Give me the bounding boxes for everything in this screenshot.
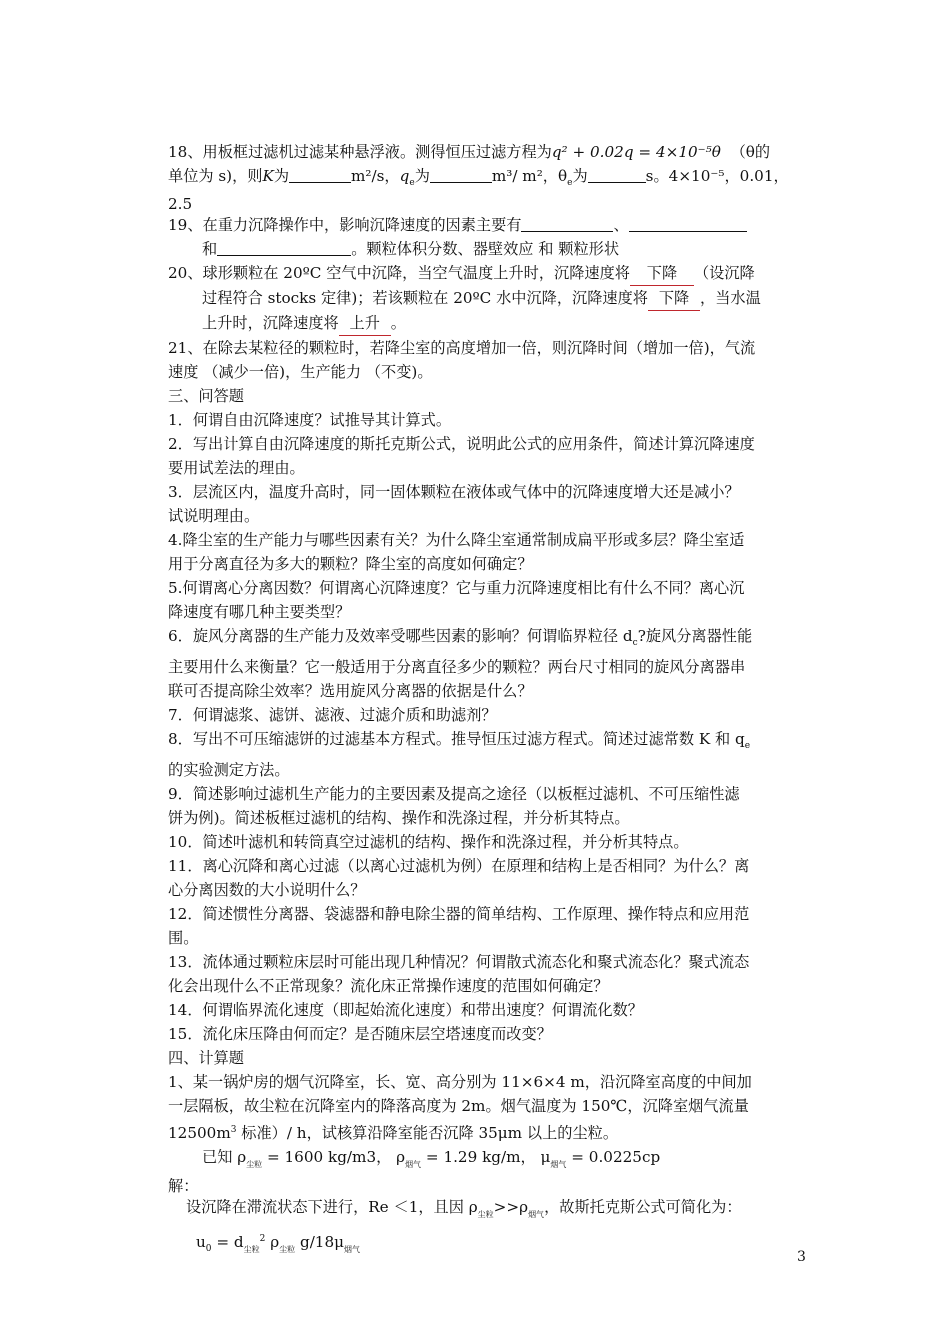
s3-line: 1．何谓自由沉降速度？试推导其计算式。: [168, 411, 452, 429]
s3-line: 心分离因数的大小说明什么？: [168, 881, 366, 899]
s3-line: 降速度有哪几种主要类型？: [168, 603, 351, 621]
s3-line: 4.降尘室的生产能力与哪些因素有关？为什么降尘室通常制成扁平形或多层？降尘室适: [168, 531, 745, 549]
q20-answer-1: 下降: [630, 261, 694, 286]
s3-line: 的实验测定方法。: [168, 761, 290, 779]
q19-blank-2: [629, 215, 747, 232]
q21-line2: 速度 （减少一倍)，生产能力 （不变)。: [168, 363, 433, 381]
q19-blank-3: [217, 239, 351, 256]
q18-blank-k: [289, 166, 351, 183]
document-body: [168, 140, 808, 1262]
s3-line: 10．简述叶滤机和转筒真空过滤机的结构、操作和洗涤过程，并分析其特点。: [168, 833, 689, 851]
q18-equation: q² + 0.02q = 4×10⁻⁵θ: [551, 143, 721, 161]
q18-line2: 单位为 s)，则K为 m²/s，$q_e$为 m³/ m²，$\theta_e$为 s。4×10⁻⁵，0.01，: [168, 167, 789, 188]
section3-heading: 三、问答题: [168, 387, 244, 405]
s4-solution-label: 解：: [168, 1177, 199, 1195]
page-number: 3: [797, 1249, 806, 1265]
s3-line: 15．流化床压降由何而定？是否随床层空塔速度而改变？: [168, 1025, 552, 1043]
s3-line: 主要用什么来衡量？它一般适用于分离直径多少的颗粒？两台尺寸相同的旋风分离器串: [168, 658, 746, 676]
s3-q6-line1: 6．旋风分离器的生产能力及效率受哪些因素的影响？何谓临界粒径 $d_c$?旋风分离器性能: [168, 627, 753, 648]
q18-line3: 2.5: [168, 195, 193, 213]
s3-line: 2．写出计算自由沉降速度的斯托克斯公式，说明此公式的应用条件，简述计算沉降速度: [168, 435, 755, 453]
q18-blank-qe: [430, 166, 492, 183]
q20-line2: 过程符合 stocks 定律)；若该颗粒在 20ºC 水中沉降，沉降速度将 下降 ，当水温: [168, 286, 808, 311]
section4-heading: 四、计算题: [168, 1049, 244, 1067]
s3-line: 要用试差法的理由。: [168, 459, 305, 477]
s3-line: 11．离心沉降和离心过滤（以离心过滤机为例）在原理和结构上是否相同？为什么？离: [168, 857, 750, 875]
s4-line: $12500m^3$ 标准）/ h，试核算沿降室能否沉降 35μm 以上的尘粒。: [168, 1124, 619, 1142]
q19-line2: 和 。颗粒体积分数、器壁效应 和 颗粒形状: [202, 240, 620, 258]
s4-line: 一层隔板，故尘粒在沉降室内的降落高度为 2m。烟气温度为 150℃，沉降室烟气流量: [168, 1097, 749, 1115]
s4-formula: $u_0 = d_{尘粒}^2$ $\rho_{尘粒}$ $g/18\mu_{烟气}$: [196, 1233, 361, 1254]
s4-line: 1、某一锅炉房的烟气沉降室，长、宽、高分别为 11×6×4 m，沿沉降室高度的中间加: [168, 1073, 752, 1091]
s4-known: 已知 $\rho_{尘粒} = 1600$ kg/m3， $\rho_{烟气} = 1.29$ kg/m， $\mu_{烟气} = 0.0225cp$: [202, 1148, 661, 1169]
s3-line: 饼为例)。简述板框过滤机的结构、操作和洗涤过程，并分析其特点。: [168, 809, 630, 827]
s3-line: 9．简述影响过滤机生产能力的主要因素及提高之途径（以板框过滤机、不可压缩性滤: [168, 785, 740, 803]
s3-line: 联可否提高除尘效率？选用旋风分离器的依据是什么？: [168, 682, 533, 700]
q20-line1: 20、球形颗粒在 20ºC 空气中沉降，当空气温度上升时，沉降速度将 下降 （设沉降: [168, 261, 808, 286]
q18-line1: 18、用板框过滤机过滤某种悬浮液。测得恒压过滤方程为q² + 0.02q = 4×10⁻⁵θ （θ的: [168, 143, 771, 161]
s3-line: 试说明理由。: [168, 507, 260, 525]
q19-line1: 19、在重力沉降操作中，影响沉降速度的因素主要有 、: [168, 213, 808, 237]
s3-line: 7．何谓滤浆、滤饼、滤液、过滤介质和助滤剂？: [168, 706, 497, 724]
s3-line: 围。: [168, 929, 199, 947]
s3-line: 5.何谓离心分离因数？何谓离心沉降速度？它与重力沉降速度相比有什么不同？离心沉: [168, 579, 745, 597]
q20-line3: 上升时，沉降速度将 上升 。: [168, 311, 808, 336]
s3-line: 用于分离直径为多大的颗粒？降尘室的高度如何确定？: [168, 555, 533, 573]
s3-line: 3．层流区内，温度升高时，同一固体颗粒在液体或气体中的沉降速度增大还是减小？: [168, 483, 740, 501]
s3-q8-line1: 8．写出不可压缩滤饼的过滤基本方程式。推导恒压过滤方程式。简述过滤常数 K 和 $q_e$: [168, 730, 751, 751]
q20-answer-3: 上升: [339, 311, 391, 336]
s3-line: 化会出现什么不正常现象？流化床正常操作速度的范围如何确定？: [168, 977, 609, 995]
q19-blank-1: [521, 215, 613, 232]
s3-line: 13．流体通过颗粒床层时可能出现几种情况？何谓散式流态化和聚式流态化？聚式流态: [168, 953, 750, 971]
s4-assumption: 设沉降在滞流状态下进行，Re ＜1，且因 $\rho_{尘粒}>>\rho_{烟气}$，故斯托克斯公式可简化为：: [186, 1198, 742, 1219]
q18-blank-theta: [588, 166, 646, 183]
s3-line: 14．何谓临界流化速度（即起始流化速度）和带出速度？何谓流化数？: [168, 1001, 643, 1019]
s3-line: 12．简述惯性分离器、袋滤器和静电除尘器的简单结构、工作原理、操作特点和应用范: [168, 905, 750, 923]
q21-line1: 21、在除去某粒径的颗粒时，若降尘室的高度增加一倍，则沉降时间（增加一倍)，气流: [168, 339, 756, 357]
q20-answer-2: 下降: [648, 286, 700, 311]
